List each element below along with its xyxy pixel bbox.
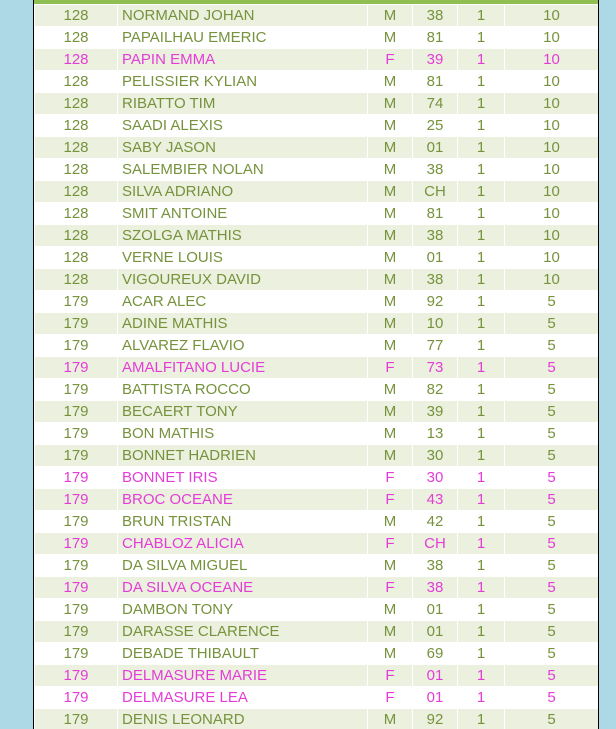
sex-cell[interactable]: M xyxy=(368,599,413,621)
name-cell[interactable]: RIBATTO TIM xyxy=(118,93,368,115)
department-cell[interactable]: CH xyxy=(413,181,458,203)
sex-cell[interactable]: F xyxy=(368,687,413,709)
sex-cell[interactable]: M xyxy=(368,27,413,49)
rank-cell[interactable]: 179 xyxy=(35,621,118,643)
sex-cell[interactable]: M xyxy=(368,181,413,203)
name-cell[interactable]: DELMASURE LEA xyxy=(118,687,368,709)
department-cell[interactable]: 25 xyxy=(413,115,458,137)
name-cell[interactable]: DENIS LEONARD xyxy=(118,709,368,729)
rank-cell[interactable]: 128 xyxy=(35,93,118,115)
table-row xyxy=(35,445,599,467)
name-cell[interactable]: DAMBON TONY xyxy=(118,599,368,621)
table-row xyxy=(35,115,599,137)
points-cell[interactable]: 10 xyxy=(505,27,599,49)
sex-cell[interactable]: F xyxy=(368,467,413,489)
department-cell[interactable]: 81 xyxy=(413,71,458,93)
rank-cell[interactable]: 128 xyxy=(35,269,118,291)
sex-cell[interactable]: F xyxy=(368,489,413,511)
table-row xyxy=(35,621,599,643)
table-row xyxy=(35,203,599,225)
sex-cell[interactable]: M xyxy=(368,643,413,665)
table-row xyxy=(35,709,599,729)
department-cell[interactable]: 43 xyxy=(413,489,458,511)
rank-cell[interactable]: 128 xyxy=(35,247,118,269)
rank-cell[interactable]: 179 xyxy=(35,445,118,467)
count-cell[interactable]: 1 xyxy=(458,599,505,621)
sex-cell[interactable]: M xyxy=(368,709,413,729)
table-row xyxy=(35,313,599,335)
points-cell[interactable]: 5 xyxy=(505,335,599,357)
department-cell[interactable]: 10 xyxy=(413,313,458,335)
name-cell[interactable]: SALEMBIER NOLAN xyxy=(118,159,368,181)
name-cell[interactable]: SZOLGA MATHIS xyxy=(118,225,368,247)
count-cell[interactable]: 1 xyxy=(458,5,505,27)
points-cell[interactable]: 5 xyxy=(505,489,599,511)
sex-cell[interactable]: M xyxy=(368,511,413,533)
points-cell[interactable]: 5 xyxy=(505,709,599,729)
name-cell[interactable]: BRUN TRISTAN xyxy=(118,511,368,533)
department-cell[interactable]: 69 xyxy=(413,643,458,665)
count-cell[interactable]: 1 xyxy=(458,357,505,379)
points-cell[interactable]: 5 xyxy=(505,665,599,687)
name-cell[interactable]: ACAR ALEC xyxy=(118,291,368,313)
count-cell[interactable]: 1 xyxy=(458,181,505,203)
points-cell[interactable]: 10 xyxy=(505,247,599,269)
count-cell[interactable]: 1 xyxy=(458,379,505,401)
sex-cell[interactable]: M xyxy=(368,401,413,423)
name-cell[interactable]: SILVA ADRIANO xyxy=(118,181,368,203)
table-row xyxy=(35,423,599,445)
table-row xyxy=(35,225,599,247)
count-cell[interactable]: 1 xyxy=(458,445,505,467)
table-row xyxy=(35,159,599,181)
count-cell[interactable]: 1 xyxy=(458,247,505,269)
table-row xyxy=(35,555,599,577)
table-row xyxy=(35,577,599,599)
count-cell[interactable]: 1 xyxy=(458,115,505,137)
points-cell[interactable]: 10 xyxy=(505,159,599,181)
rank-cell[interactable]: 179 xyxy=(35,577,118,599)
sex-cell[interactable]: F xyxy=(368,533,413,555)
name-cell[interactable]: VERNE LOUIS xyxy=(118,247,368,269)
department-cell[interactable]: 38 xyxy=(413,577,458,599)
name-cell[interactable]: DA SILVA OCEANE xyxy=(118,577,368,599)
name-cell[interactable]: ADINE MATHIS xyxy=(118,313,368,335)
points-cell[interactable]: 5 xyxy=(505,511,599,533)
department-cell[interactable]: 81 xyxy=(413,203,458,225)
department-cell[interactable]: 92 xyxy=(413,709,458,729)
table-row xyxy=(35,49,599,71)
sex-cell[interactable]: M xyxy=(368,159,413,181)
points-cell[interactable]: 5 xyxy=(505,291,599,313)
table-row xyxy=(35,665,599,687)
table-row xyxy=(35,247,599,269)
points-cell[interactable]: 10 xyxy=(505,71,599,93)
rank-cell[interactable]: 128 xyxy=(35,5,118,27)
count-cell[interactable]: 1 xyxy=(458,269,505,291)
points-cell[interactable]: 5 xyxy=(505,621,599,643)
points-cell[interactable]: 5 xyxy=(505,401,599,423)
count-cell[interactable]: 1 xyxy=(458,555,505,577)
name-cell[interactable]: DEBADE THIBAULT xyxy=(118,643,368,665)
count-cell[interactable]: 1 xyxy=(458,577,505,599)
rank-cell[interactable]: 128 xyxy=(35,203,118,225)
sex-cell[interactable]: M xyxy=(368,203,413,225)
sex-cell[interactable]: M xyxy=(368,291,413,313)
table-row xyxy=(35,357,599,379)
rank-cell[interactable]: 128 xyxy=(35,159,118,181)
points-cell[interactable]: 10 xyxy=(505,269,599,291)
count-cell[interactable]: 1 xyxy=(458,401,505,423)
rank-cell[interactable]: 179 xyxy=(35,533,118,555)
rank-cell[interactable]: 179 xyxy=(35,511,118,533)
sex-cell[interactable]: M xyxy=(368,621,413,643)
points-cell[interactable]: 10 xyxy=(505,115,599,137)
points-cell[interactable]: 5 xyxy=(505,533,599,555)
rank-cell[interactable]: 179 xyxy=(35,709,118,729)
department-cell[interactable]: 42 xyxy=(413,511,458,533)
count-cell[interactable]: 1 xyxy=(458,71,505,93)
name-cell[interactable]: DARASSE CLARENCE xyxy=(118,621,368,643)
department-cell[interactable]: 92 xyxy=(413,291,458,313)
name-cell[interactable]: ALVAREZ FLAVIO xyxy=(118,335,368,357)
rank-cell[interactable]: 179 xyxy=(35,687,118,709)
department-cell[interactable]: 01 xyxy=(413,687,458,709)
name-cell[interactable]: PAPAILHAU EMERIC xyxy=(118,27,368,49)
department-cell[interactable]: 74 xyxy=(413,93,458,115)
points-cell[interactable]: 10 xyxy=(505,203,599,225)
rank-cell[interactable]: 128 xyxy=(35,181,118,203)
name-cell[interactable]: AMALFITANO LUCIE xyxy=(118,357,368,379)
department-cell[interactable]: CH xyxy=(413,533,458,555)
count-cell[interactable]: 1 xyxy=(458,137,505,159)
count-cell[interactable]: 1 xyxy=(458,49,505,71)
table-row xyxy=(35,599,599,621)
department-cell[interactable]: 38 xyxy=(413,269,458,291)
rank-cell[interactable]: 128 xyxy=(35,27,118,49)
points-cell[interactable]: 5 xyxy=(505,423,599,445)
sex-cell[interactable]: M xyxy=(368,445,413,467)
department-cell[interactable]: 38 xyxy=(413,225,458,247)
points-cell[interactable]: 5 xyxy=(505,357,599,379)
count-cell[interactable]: 1 xyxy=(458,291,505,313)
name-cell[interactable]: SAADI ALEXIS xyxy=(118,115,368,137)
points-cell[interactable]: 5 xyxy=(505,445,599,467)
rank-cell[interactable]: 179 xyxy=(35,401,118,423)
name-cell[interactable]: PELISSIER KYLIAN xyxy=(118,71,368,93)
sex-cell[interactable]: F xyxy=(368,665,413,687)
count-cell[interactable]: 1 xyxy=(458,643,505,665)
sex-cell[interactable]: F xyxy=(368,49,413,71)
count-cell[interactable]: 1 xyxy=(458,467,505,489)
sex-cell[interactable]: M xyxy=(368,115,413,137)
points-cell[interactable]: 5 xyxy=(505,467,599,489)
department-cell[interactable]: 13 xyxy=(413,423,458,445)
sex-cell[interactable]: M xyxy=(368,71,413,93)
department-cell[interactable]: 81 xyxy=(413,27,458,49)
sex-cell[interactable]: F xyxy=(368,577,413,599)
sex-cell[interactable]: F xyxy=(368,357,413,379)
rank-cell[interactable]: 179 xyxy=(35,665,118,687)
rank-cell[interactable]: 179 xyxy=(35,423,118,445)
name-cell[interactable]: CHABLOZ ALICIA xyxy=(118,533,368,555)
rank-cell[interactable]: 179 xyxy=(35,599,118,621)
count-cell[interactable]: 1 xyxy=(458,687,505,709)
department-cell[interactable]: 01 xyxy=(413,621,458,643)
points-cell[interactable]: 10 xyxy=(505,5,599,27)
rank-cell[interactable]: 179 xyxy=(35,643,118,665)
name-cell[interactable]: BATTISTA ROCCO xyxy=(118,379,368,401)
sex-cell[interactable]: M xyxy=(368,555,413,577)
department-cell[interactable]: 82 xyxy=(413,379,458,401)
name-cell[interactable]: PAPIN EMMA xyxy=(118,49,368,71)
name-cell[interactable]: NORMAND JOHAN xyxy=(118,5,368,27)
table-row xyxy=(35,27,599,49)
table-row xyxy=(35,467,599,489)
points-cell[interactable]: 10 xyxy=(505,137,599,159)
name-cell[interactable]: BROC OCEANE xyxy=(118,489,368,511)
name-cell[interactable]: VIGOUREUX DAVID xyxy=(118,269,368,291)
rank-cell[interactable]: 179 xyxy=(35,335,118,357)
results-table xyxy=(34,4,599,729)
points-cell[interactable]: 5 xyxy=(505,555,599,577)
name-cell[interactable]: BECAERT TONY xyxy=(118,401,368,423)
count-cell[interactable]: 1 xyxy=(458,225,505,247)
count-cell[interactable]: 1 xyxy=(458,203,505,225)
rank-cell[interactable]: 179 xyxy=(35,313,118,335)
rank-cell[interactable]: 179 xyxy=(35,489,118,511)
sex-cell[interactable]: M xyxy=(368,225,413,247)
rank-cell[interactable]: 128 xyxy=(35,115,118,137)
department-cell[interactable]: 39 xyxy=(413,401,458,423)
points-cell[interactable]: 10 xyxy=(505,49,599,71)
count-cell[interactable]: 1 xyxy=(458,93,505,115)
department-cell[interactable]: 30 xyxy=(413,467,458,489)
table-row xyxy=(35,643,599,665)
table-row xyxy=(35,93,599,115)
points-cell[interactable]: 5 xyxy=(505,379,599,401)
count-cell[interactable]: 1 xyxy=(458,423,505,445)
name-cell[interactable]: DELMASURE MARIE xyxy=(118,665,368,687)
department-cell[interactable]: 30 xyxy=(413,445,458,467)
department-cell[interactable]: 01 xyxy=(413,599,458,621)
table-row xyxy=(35,687,599,709)
name-cell[interactable]: BONNET IRIS xyxy=(118,467,368,489)
rank-cell[interactable]: 179 xyxy=(35,291,118,313)
points-cell[interactable]: 10 xyxy=(505,181,599,203)
count-cell[interactable]: 1 xyxy=(458,665,505,687)
sex-cell[interactable]: M xyxy=(368,5,413,27)
department-cell[interactable]: 38 xyxy=(413,5,458,27)
department-cell[interactable]: 38 xyxy=(413,159,458,181)
count-cell[interactable]: 1 xyxy=(458,533,505,555)
sex-cell[interactable]: M xyxy=(368,335,413,357)
count-cell[interactable]: 1 xyxy=(458,27,505,49)
table-row xyxy=(35,335,599,357)
name-cell[interactable]: BONNET HADRIEN xyxy=(118,445,368,467)
count-cell[interactable]: 1 xyxy=(458,709,505,729)
department-cell[interactable]: 77 xyxy=(413,335,458,357)
department-cell[interactable]: 01 xyxy=(413,137,458,159)
table-row xyxy=(35,489,599,511)
rank-cell[interactable]: 128 xyxy=(35,71,118,93)
count-cell[interactable]: 1 xyxy=(458,621,505,643)
count-cell[interactable]: 1 xyxy=(458,489,505,511)
count-cell[interactable]: 1 xyxy=(458,159,505,181)
rank-cell[interactable]: 179 xyxy=(35,467,118,489)
table-row xyxy=(35,181,599,203)
department-cell[interactable]: 73 xyxy=(413,357,458,379)
rank-cell[interactable]: 179 xyxy=(35,555,118,577)
department-cell[interactable]: 38 xyxy=(413,555,458,577)
count-cell[interactable]: 1 xyxy=(458,335,505,357)
points-cell[interactable]: 10 xyxy=(505,225,599,247)
results-table-body xyxy=(35,5,599,729)
department-cell[interactable]: 39 xyxy=(413,49,458,71)
sex-cell[interactable]: M xyxy=(368,269,413,291)
sex-cell[interactable]: M xyxy=(368,93,413,115)
table-row xyxy=(35,379,599,401)
table-row xyxy=(35,137,599,159)
sex-cell[interactable]: M xyxy=(368,137,413,159)
table-row xyxy=(35,401,599,423)
table-row xyxy=(35,71,599,93)
count-cell[interactable]: 1 xyxy=(458,313,505,335)
sex-cell[interactable]: M xyxy=(368,313,413,335)
name-cell[interactable]: SABY JASON xyxy=(118,137,368,159)
department-cell[interactable]: 01 xyxy=(413,247,458,269)
table-row xyxy=(35,269,599,291)
rank-cell[interactable]: 128 xyxy=(35,225,118,247)
rank-cell[interactable]: 128 xyxy=(35,137,118,159)
table-row xyxy=(35,5,599,27)
name-cell[interactable]: BON MATHIS xyxy=(118,423,368,445)
rank-cell[interactable]: 128 xyxy=(35,49,118,71)
department-cell[interactable]: 01 xyxy=(413,665,458,687)
table-row xyxy=(35,511,599,533)
sex-cell[interactable]: M xyxy=(368,379,413,401)
points-cell[interactable]: 5 xyxy=(505,599,599,621)
points-cell[interactable]: 5 xyxy=(505,577,599,599)
points-cell[interactable]: 5 xyxy=(505,643,599,665)
rank-cell[interactable]: 179 xyxy=(35,357,118,379)
sex-cell[interactable]: M xyxy=(368,247,413,269)
name-cell[interactable]: SMIT ANTOINE xyxy=(118,203,368,225)
points-cell[interactable]: 10 xyxy=(505,93,599,115)
spreadsheet-sheet xyxy=(33,0,599,729)
name-cell[interactable]: DA SILVA MIGUEL xyxy=(118,555,368,577)
points-cell[interactable]: 5 xyxy=(505,313,599,335)
points-cell[interactable]: 5 xyxy=(505,687,599,709)
table-row xyxy=(35,533,599,555)
sex-cell[interactable]: M xyxy=(368,423,413,445)
count-cell[interactable]: 1 xyxy=(458,511,505,533)
table-row xyxy=(35,291,599,313)
rank-cell[interactable]: 179 xyxy=(35,379,118,401)
